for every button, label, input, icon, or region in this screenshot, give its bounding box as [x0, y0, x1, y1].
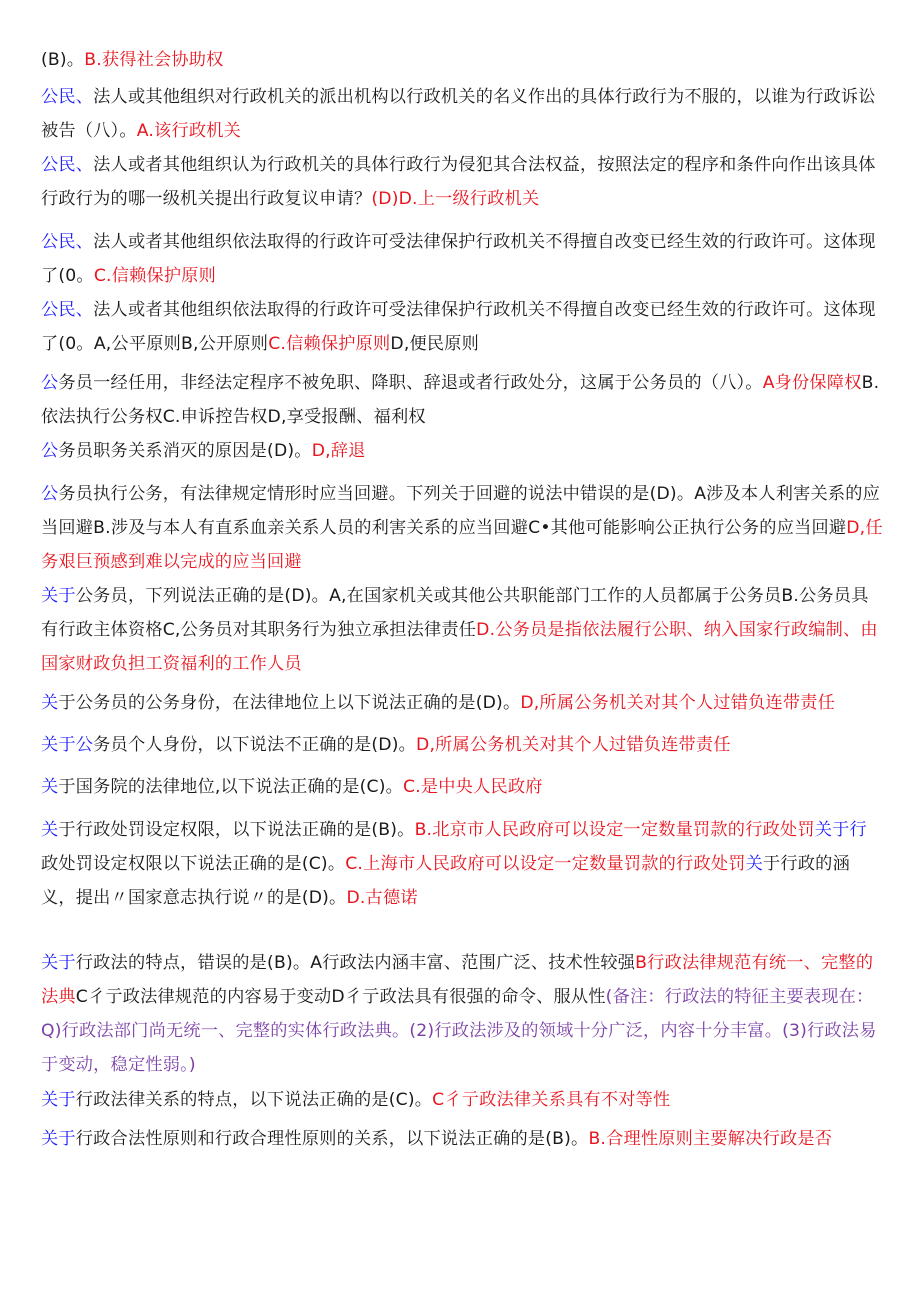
- text-segment: 关于: [41, 953, 76, 973]
- text-segment: 行政法律关系的特点，以下说法正确的是(C)。: [75, 1090, 433, 1110]
- text-segment: B行政法律规范有统一、完整的法典: [41, 953, 874, 1007]
- text-segment: 公民、: [41, 87, 94, 107]
- text-segment: 务员职务关系消灭的原因是(D)。: [58, 441, 312, 461]
- text-segment: 公: [41, 373, 59, 393]
- text-segment: 公民、: [41, 155, 94, 175]
- text-segment: D,所属公务机关对其个人过错负连带责任: [520, 693, 836, 713]
- text-segment: B.获得社会协助权: [84, 50, 224, 70]
- text-segment: 公务员，下列说法正确的是(D)。A,在国家机关或其他公共职能部门工作的人员都属于公务员B.公务员具有行政主体资格C,公务员对其职务行为独立承担法律责任: [41, 586, 869, 640]
- paragraph: [41, 148, 883, 216]
- paragraph: [41, 366, 883, 434]
- text-segment: 务员执行公务，有法律规定情形时应当回避。下列关于回避的说法中错误的是(D)。A涉及本人利害关系的应当回避B.涉及与本人有直系血亲关系人员的利害关系的应当回避C•其他可能影响公正执行公务的应当回避: [41, 484, 881, 538]
- paragraph: [41, 1122, 883, 1156]
- paragraph: [41, 1083, 883, 1117]
- text-segment: 于行政处罚设定权限，以下说法正确的是(B)。: [58, 820, 415, 840]
- text-segment: 于国务院的法律地位,以下说法正确的是(C)。: [58, 777, 404, 797]
- text-segment: C.是中央人民政府: [403, 777, 543, 797]
- text-segment: D,便民原则: [390, 334, 480, 354]
- text-segment: (D)D.上一级行政机关: [371, 189, 540, 209]
- text-segment: 关于行: [814, 820, 867, 840]
- text-segment: (备注：行政法的特征主要表现在：Q)行政法部门尚无统一、完整的实体行政法典。(2)行政法涉及的领域十分广泛，内容十分丰富。(3)行政法易于变动，稳定性弱。): [41, 987, 877, 1075]
- text-segment: 关于: [41, 1129, 76, 1149]
- text-segment: 法人或者其他组织依法取得的行政许可受法律保护行政机关不得擅自改变已经生效的行政许可。这体现了(0。: [41, 232, 876, 286]
- paragraph: [41, 813, 883, 915]
- text-segment: D,所属公务机关对其个人过错负连带责任: [416, 735, 731, 755]
- text-segment: 政处罚设定权限以下说法正确的是(C)。: [41, 854, 346, 874]
- paragraph: [41, 579, 883, 681]
- paragraph: [41, 477, 883, 579]
- paragraph: [41, 434, 883, 468]
- text-segment: 公民、: [41, 232, 94, 252]
- text-segment: 关: [745, 854, 764, 874]
- text-segment: C彳亍政法律规范的内容易于变动D彳亍政法具有很强的命令、服从性: [75, 987, 606, 1007]
- paragraph: [41, 43, 883, 77]
- text-segment: 于行政的涵义，提出〃国家意志执行说〃的是(D)。: [41, 854, 850, 908]
- text-segment: C彳亍政法律关系具有不对等性: [432, 1090, 671, 1110]
- text-segment: 务员一经任用，非经法定程序不被免职、降职、辞退或者行政处分，这属于公务员的（八）。: [58, 373, 763, 393]
- paragraph: [41, 293, 883, 361]
- text-segment: 关: [41, 693, 59, 713]
- text-segment: C.信赖保护原则: [268, 334, 391, 354]
- text-segment: D.公务员是指依法履行公职、纳入国家行政编制、由国家财政负担工资福利的工作人员: [41, 620, 878, 674]
- text-segment: C.上海市人民政府可以设定一定数量罚款的行政处罚: [345, 854, 746, 874]
- text-segment: 行政法的特点，错误的是(B)。A行政法内涵丰富、范围广泛、技术性较强: [75, 953, 636, 973]
- paragraph: [41, 225, 883, 293]
- text-segment: B.北京市人民政府可以设定一定数量罚款的行政处罚: [414, 820, 815, 840]
- text-segment: 关于公: [41, 735, 94, 755]
- text-segment: (B)。: [41, 50, 85, 70]
- text-segment: 行政合法性原则和行政合理性原则的关系，以下说法正确的是(B)。: [75, 1129, 589, 1149]
- paragraph: [41, 946, 883, 1082]
- text-segment: 务员个人身份，以下说法不正确的是(D)。: [93, 735, 417, 755]
- text-segment: A.该行政机关: [136, 121, 241, 141]
- paragraph: [41, 728, 883, 762]
- text-segment: B.合理性原则主要解决行政是否: [588, 1129, 833, 1149]
- text-segment: 关于: [41, 1090, 76, 1110]
- text-segment: D,辞退: [311, 441, 366, 461]
- text-segment: 公: [41, 484, 59, 504]
- text-segment: D.古德诺: [346, 888, 418, 908]
- paragraph: [41, 80, 883, 148]
- text-segment: 于公务员的公务身份，在法律地位上以下说法正确的是(D)。: [58, 693, 521, 713]
- text-segment: A身份保障权: [762, 373, 862, 393]
- text-segment: C.信赖保护原则: [93, 266, 217, 286]
- text-segment: 公民、: [41, 300, 94, 320]
- paragraph: [41, 770, 883, 804]
- text-segment: 法人或者其他组织依法取得的行政许可受法律保护行政机关不得擅自改变已经生效的行政许可。这体现了(0。A,公平原则B,公开原则: [41, 300, 876, 354]
- text-segment: 公: [41, 441, 59, 461]
- paragraph: [41, 686, 883, 720]
- text-segment: B.依法执行公务权C.申诉控告权D,享受报酬、福利权: [41, 373, 880, 427]
- text-segment: D,任务艰巨预感到难以完成的应当回避: [41, 518, 883, 572]
- text-segment: 关: [41, 820, 59, 840]
- text-segment: 法人或者其他组织认为行政机关的具体行政行为侵犯其合法权益，按照法定的程序和条件向作出该具体行政行为的哪一级机关提出行政复议申请？: [41, 155, 876, 209]
- text-segment: 关于: [41, 586, 76, 606]
- text-segment: 关: [41, 777, 59, 797]
- text-segment: 法人或其他组织对行政机关的派出机构以行政机关的名义作出的具体行政行为不服的，以谁为行政诉讼被告（八）。: [41, 87, 876, 141]
